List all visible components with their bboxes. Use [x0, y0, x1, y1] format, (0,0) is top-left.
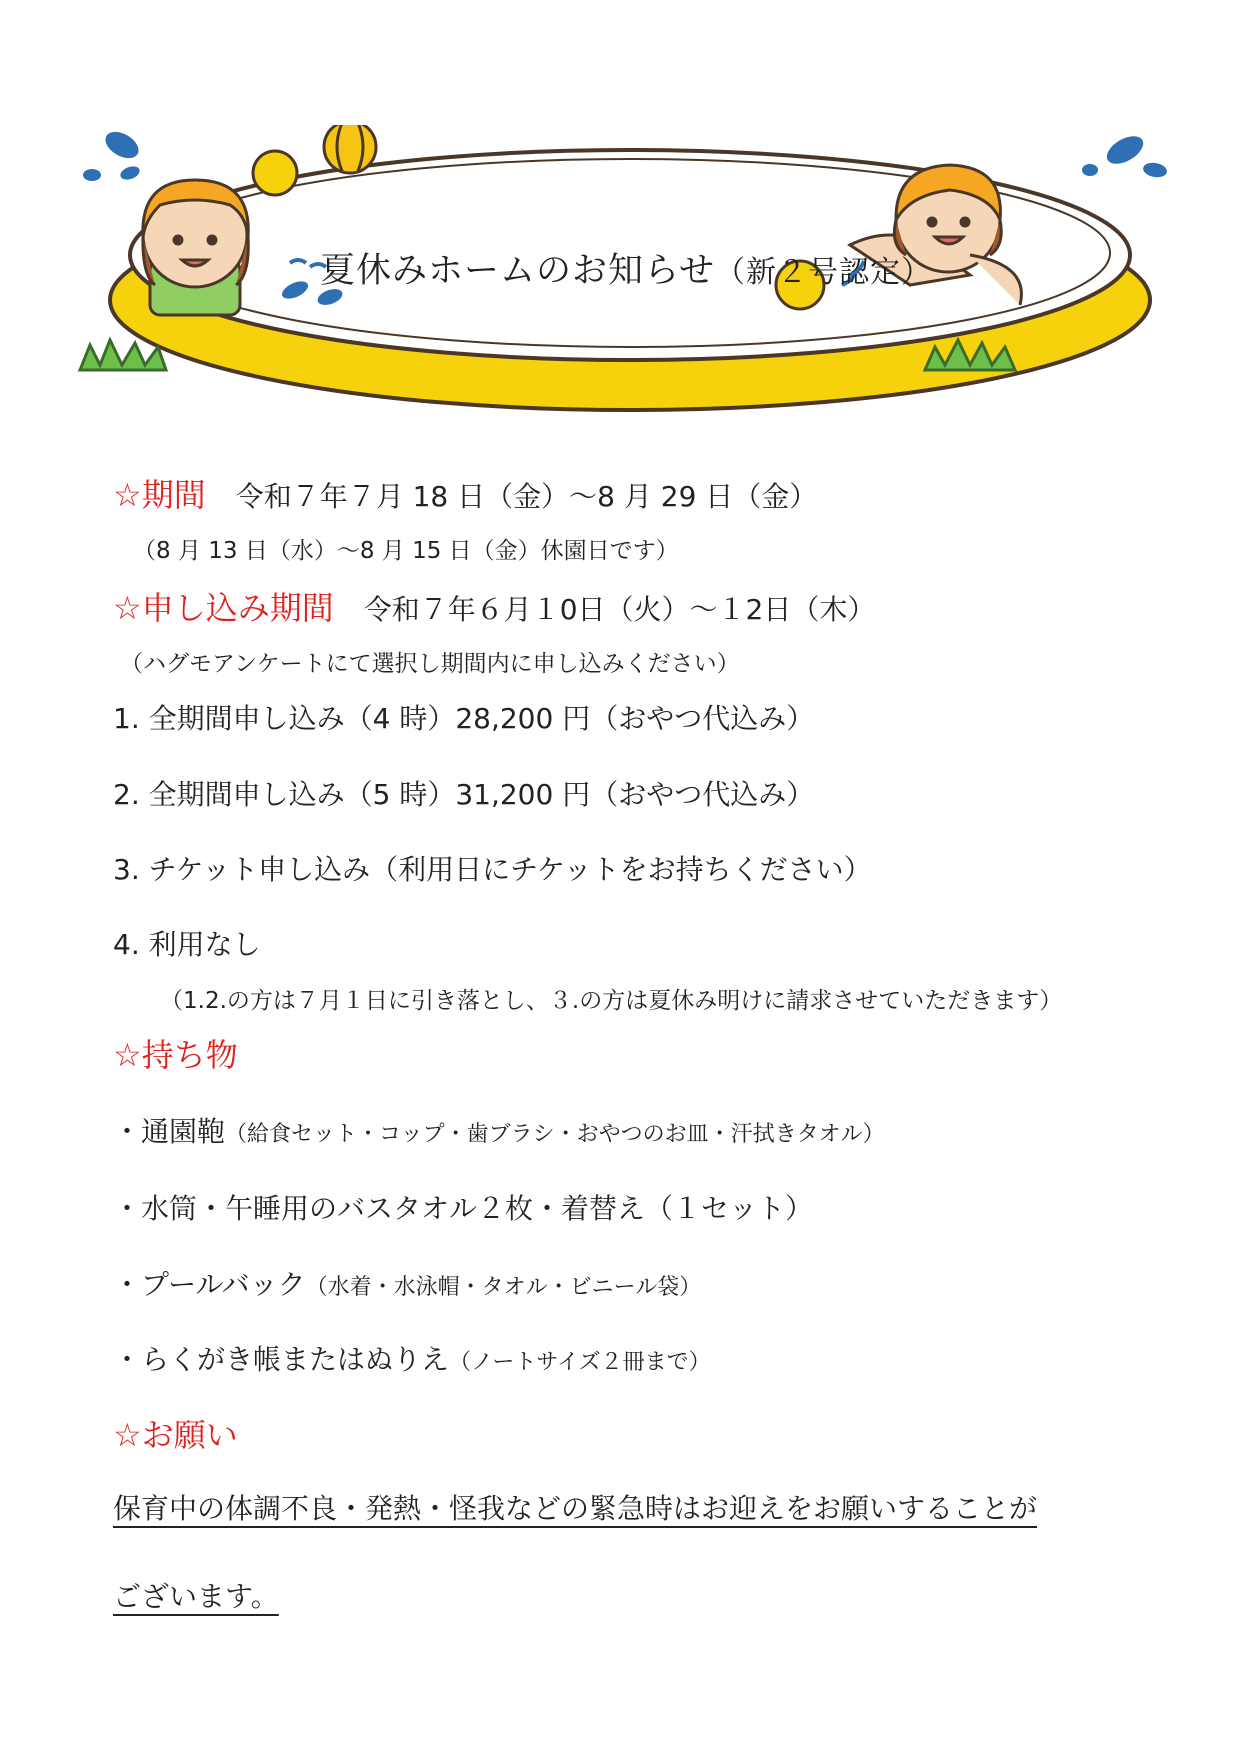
belongings-item: ・通園鞄（給食セット・コップ・歯ブラシ・おやつのお皿・汗拭きタオル） — [113, 1115, 885, 1148]
application-heading: ☆申し込み期間 — [113, 589, 334, 627]
option-3: 3. チケット申し込み（利用日にチケットをお持ちください） — [113, 853, 872, 886]
request-line-1: 保育中の体調不良・発熱・怪我などの緊急時はお迎えをお願いすることが — [113, 1492, 1038, 1525]
title-subtitle: （新２号認定） — [714, 255, 932, 290]
closed-days-note: （8 月 13 日（水）〜8 月 15 日（金）休園日です） — [133, 538, 679, 564]
belongings-item: ・水筒・午睡用のバスタオル２枚・着替え（１セット） — [113, 1192, 814, 1225]
title-main: 夏休みホームのお知らせ — [320, 251, 715, 291]
beach-ball — [253, 151, 297, 195]
period-value: 令和７年７月 18 日（金）〜8 月 29 日（金） — [235, 480, 818, 513]
beach-ball-striped — [324, 125, 376, 173]
billing-note: （1.2.の方は７月１日に引き落とし、３.の方は夏休み明けに請求させていただきます） — [160, 988, 1063, 1014]
belongings-heading: ☆持ち物 — [113, 1036, 238, 1074]
request-heading: ☆お願い — [113, 1416, 238, 1454]
child-left — [143, 180, 248, 315]
water-drops-right — [1082, 130, 1168, 179]
page-title — [320, 243, 932, 293]
option-4: 4. 利用なし — [113, 928, 261, 961]
water-drops-left — [83, 126, 143, 182]
request-line-2: ございます。 — [113, 1580, 279, 1613]
option-2: 2. 全期間申し込み（5 時）31,200 円（おやつ代込み） — [113, 778, 815, 811]
application-value: 令和７年６月１0日（火）〜１2日（木） — [363, 593, 876, 626]
application-note: （ハグモアンケートにて選択し期間内に申し込みください） — [120, 651, 740, 677]
belongings-item: ・らくがき帳またはぬりえ（ノートサイズ２冊まで） — [113, 1343, 711, 1376]
belongings-item: ・プールバック（水着・水泳帽・タオル・ビニール袋） — [113, 1268, 702, 1301]
period-heading: ☆期間 — [113, 476, 206, 514]
option-1: 1. 全期間申し込み（4 時）28,200 円（おやつ代込み） — [113, 702, 815, 735]
